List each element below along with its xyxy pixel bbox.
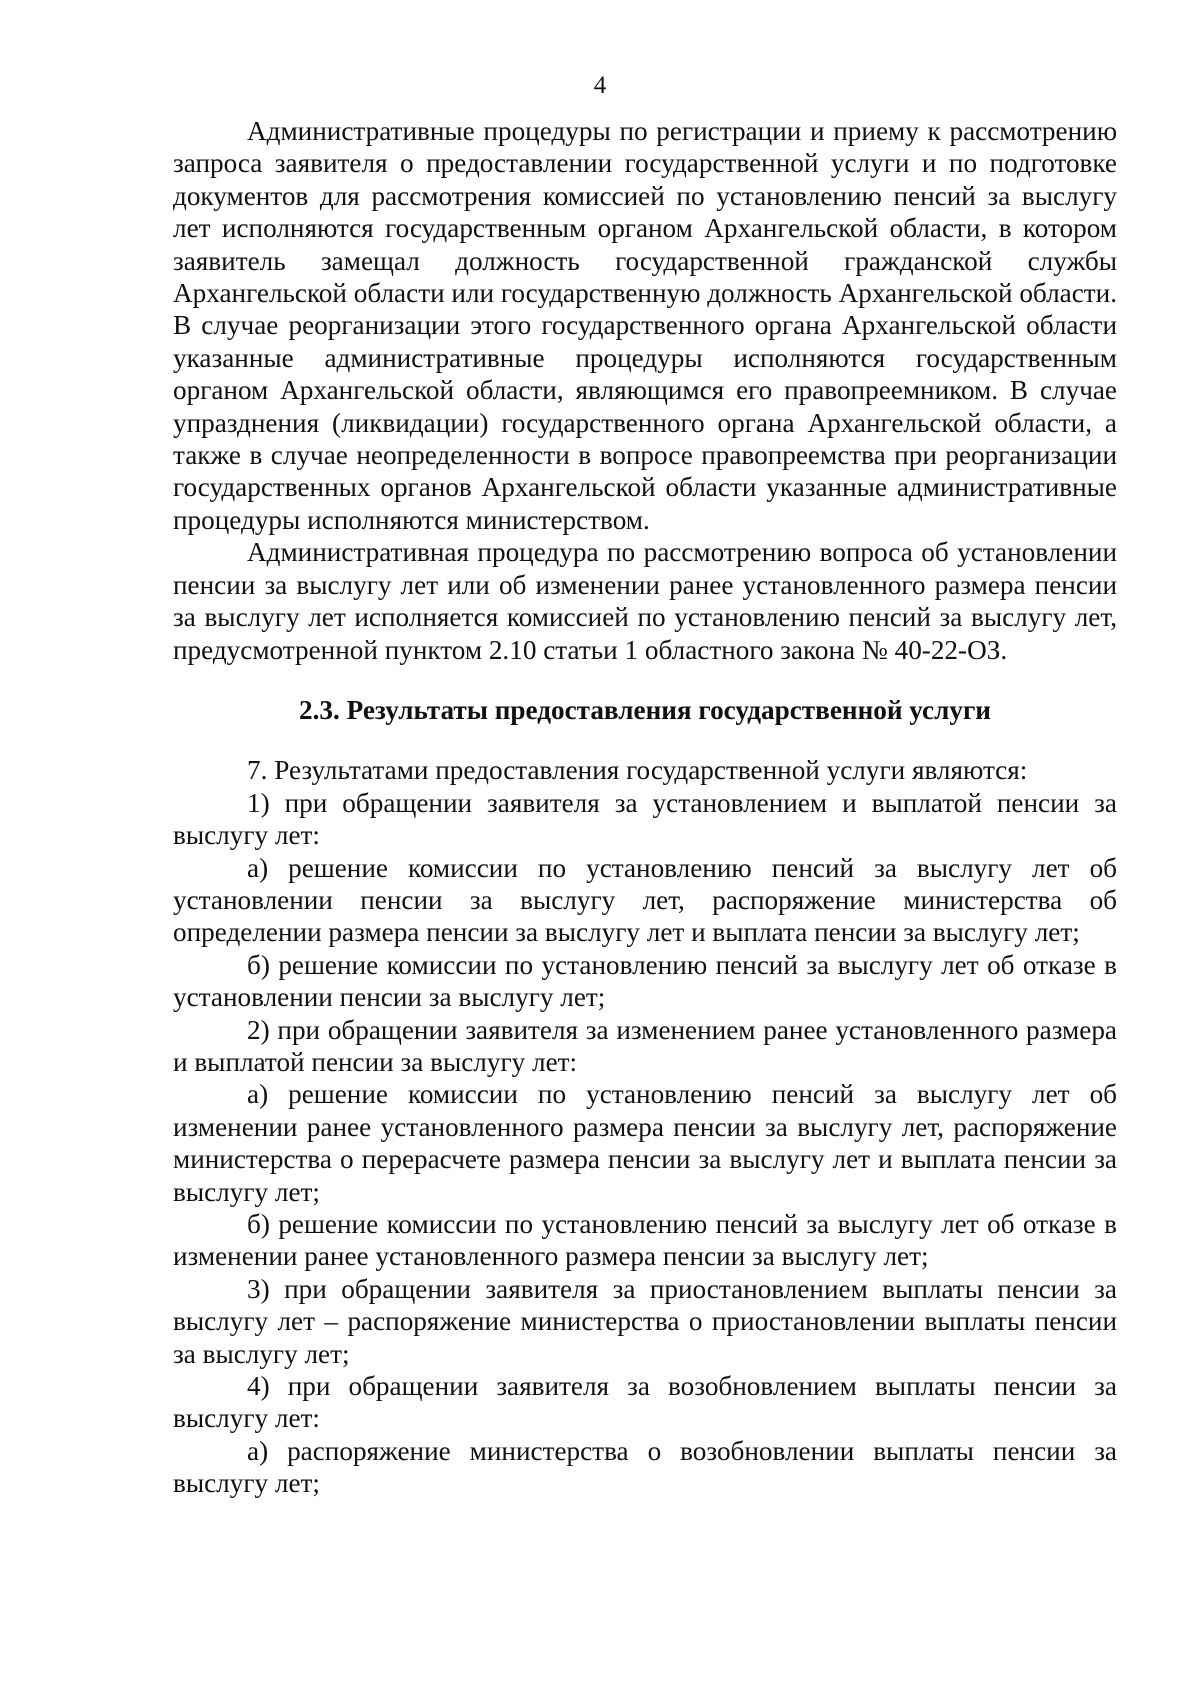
section-heading: 2.3. Результаты предоставления государственной услуги: [299, 694, 991, 725]
paragraph-commission-procedure: Административная процедура по рассмотрению вопроса об установлении пенсии за выслугу лет или об изменении ранее установленного размера пенсии за выслугу лет исполняется комиссией по установлению пенсий за выслугу лет, предусмотренной пунктом 2.10 статьи 1 областного закона № 40-22-ОЗ.: [173, 537, 1117, 665]
list-item-1: 1) при обращении заявителя за установлением и выплатой пенсии за выслугу лет:: [173, 787, 1117, 851]
page-number: 4: [593, 72, 607, 99]
list-item-4a: а) распоряжение министерства о возобновлении выплаты пенсии за выслугу лет;: [173, 1435, 1117, 1499]
list-item-1a: а) решение комиссии по установлению пенсий за выслугу лет об установлении пенсии за выслугу лет, распоряжение министерства об определении размера пенсии за выслугу лет и выплата пенсии за выслугу лет;: [173, 852, 1117, 948]
document-body: [173, 115, 1117, 1500]
list-item-1b: б) решение комиссии по установлению пенсий за выслугу лет об отказе в установлении пенсии за выслугу лет;: [173, 949, 1117, 1013]
list-item-4: 4) при обращении заявителя за возобновлением выплаты пенсии за выслугу лет:: [173, 1371, 1117, 1434]
list-item-2: 2) при обращении заявителя за изменением ранее установленного размера и выплатой пенсии за выслугу лет:: [173, 1014, 1117, 1077]
paragraph-registration-procedures: Административные процедуры по регистрации и приему к рассмотрению запроса заявителя о предоставлении государственной услуги и по подготовке документов для рассмотрения комиссией по установлению пенсий за выслугу лет исполняются государственным органом Архангельской области, в котором заявитель замещал должность государственной гражданской службы Архангельской области или государственную должность Архангельской области. В случае реорганизации этого государственного органа Архангельской области указанные административные процедуры исполняются государственным органом Архангельской области, являющимся его правопреемником. В случае упразднения (ликвидации) государственного органа Архангельской области, а также в случае неопределенности в вопросе правопреемства при реорганизации государственных органов Архангельской области указанные административные процедуры исполняются министерством.: [173, 116, 1118, 535]
list-item-2a: а) решение комиссии по установлению пенсий за выслугу лет об изменении ранее установленного размера пенсии за выслугу лет, распоряжение министерства о перерасчете размера пенсии за выслугу лет и выплата пенсии за выслугу лет;: [173, 1079, 1117, 1207]
list-item-2b: б) решение комиссии по установлению пенсий за выслугу лет об отказе в изменении ранее установленного размера пенсии за выслугу лет;: [173, 1209, 1117, 1272]
list-item-3: 3) при обращении заявителя за приостановлением выплаты пенсии за выслугу лет – распоряжение министерства о приостановлении выплаты пенсии за выслугу лет;: [173, 1273, 1117, 1369]
paragraph-results-intro: 7. Результатами предоставления государственной услуги являются:: [247, 755, 1028, 786]
